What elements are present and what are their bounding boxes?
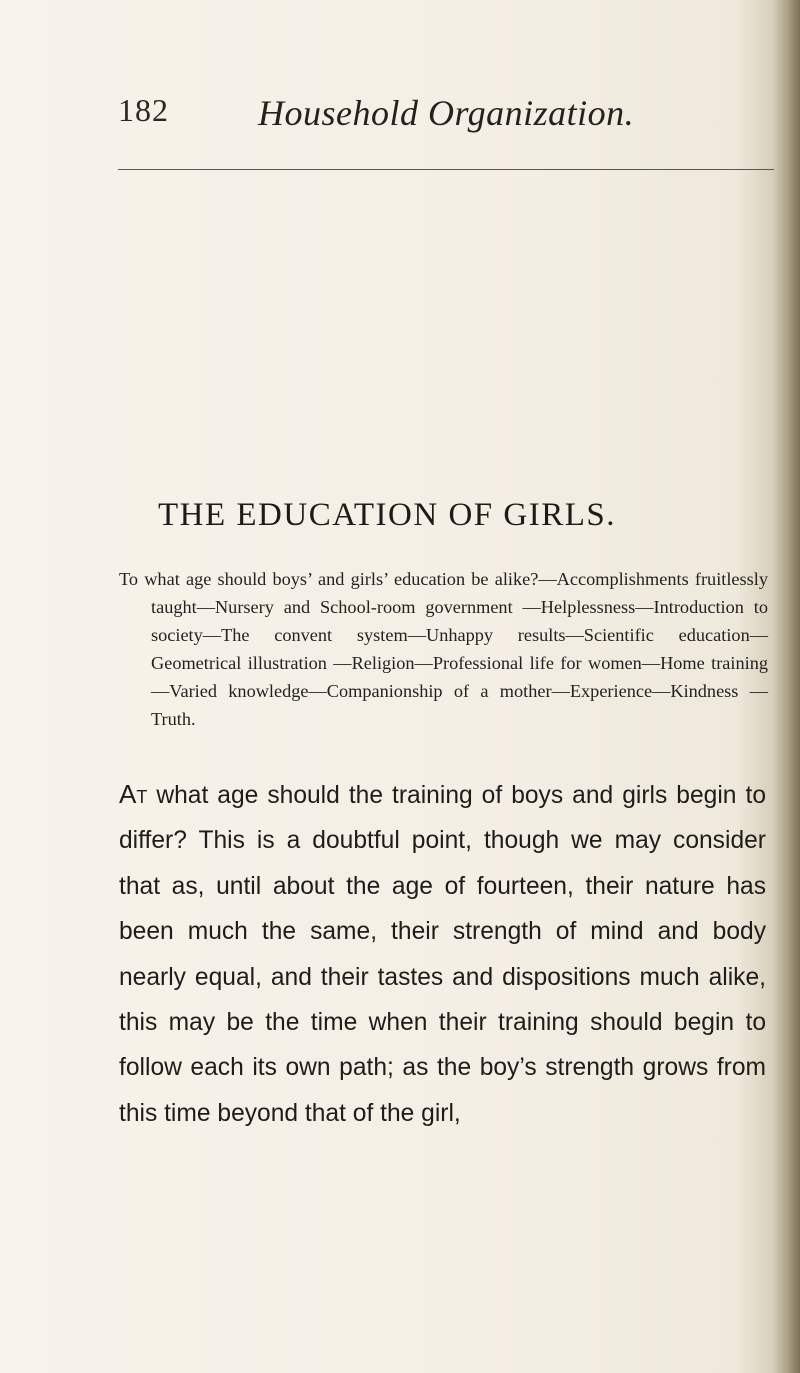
body-text: [119, 772, 766, 1136]
page-edge-shadow: [772, 0, 800, 1373]
lead-word: At: [119, 779, 148, 809]
chapter-title: THE EDUCATION OF GIRLS.: [158, 497, 616, 533]
running-title: Household Organization.: [258, 93, 635, 133]
chapter-synopsis: [119, 565, 768, 733]
running-head: [118, 92, 738, 142]
paragraph-text: what age should the training of boys and girls begin to differ? This is a doubtful point, though we may consider that as, until about the age of fourteen, their nature has been much the same, their strength of mind and body nearly equal, and their tastes and dispositions much alike, this may be the time when their training should begin to follow each its own path; as the boy’s strength grows from this time beyond that of the girl,: [119, 782, 766, 1127]
synopsis-text: To what age should boys’ and girls’ education be alike?—Accomplishments fruitlessly taught—Nursery and School-room government —Helplessness—Introduction to society—The convent system—Unhappy results—Scientific education—Geometrical illustration —Religion—Professional life for women—Home training—Varied knowledge—Companionship of a mother—Experience—Kindness —Truth.: [119, 569, 768, 729]
body-paragraph: [119, 772, 766, 1136]
header-rule: [118, 169, 774, 170]
page-number: 182: [118, 92, 169, 128]
